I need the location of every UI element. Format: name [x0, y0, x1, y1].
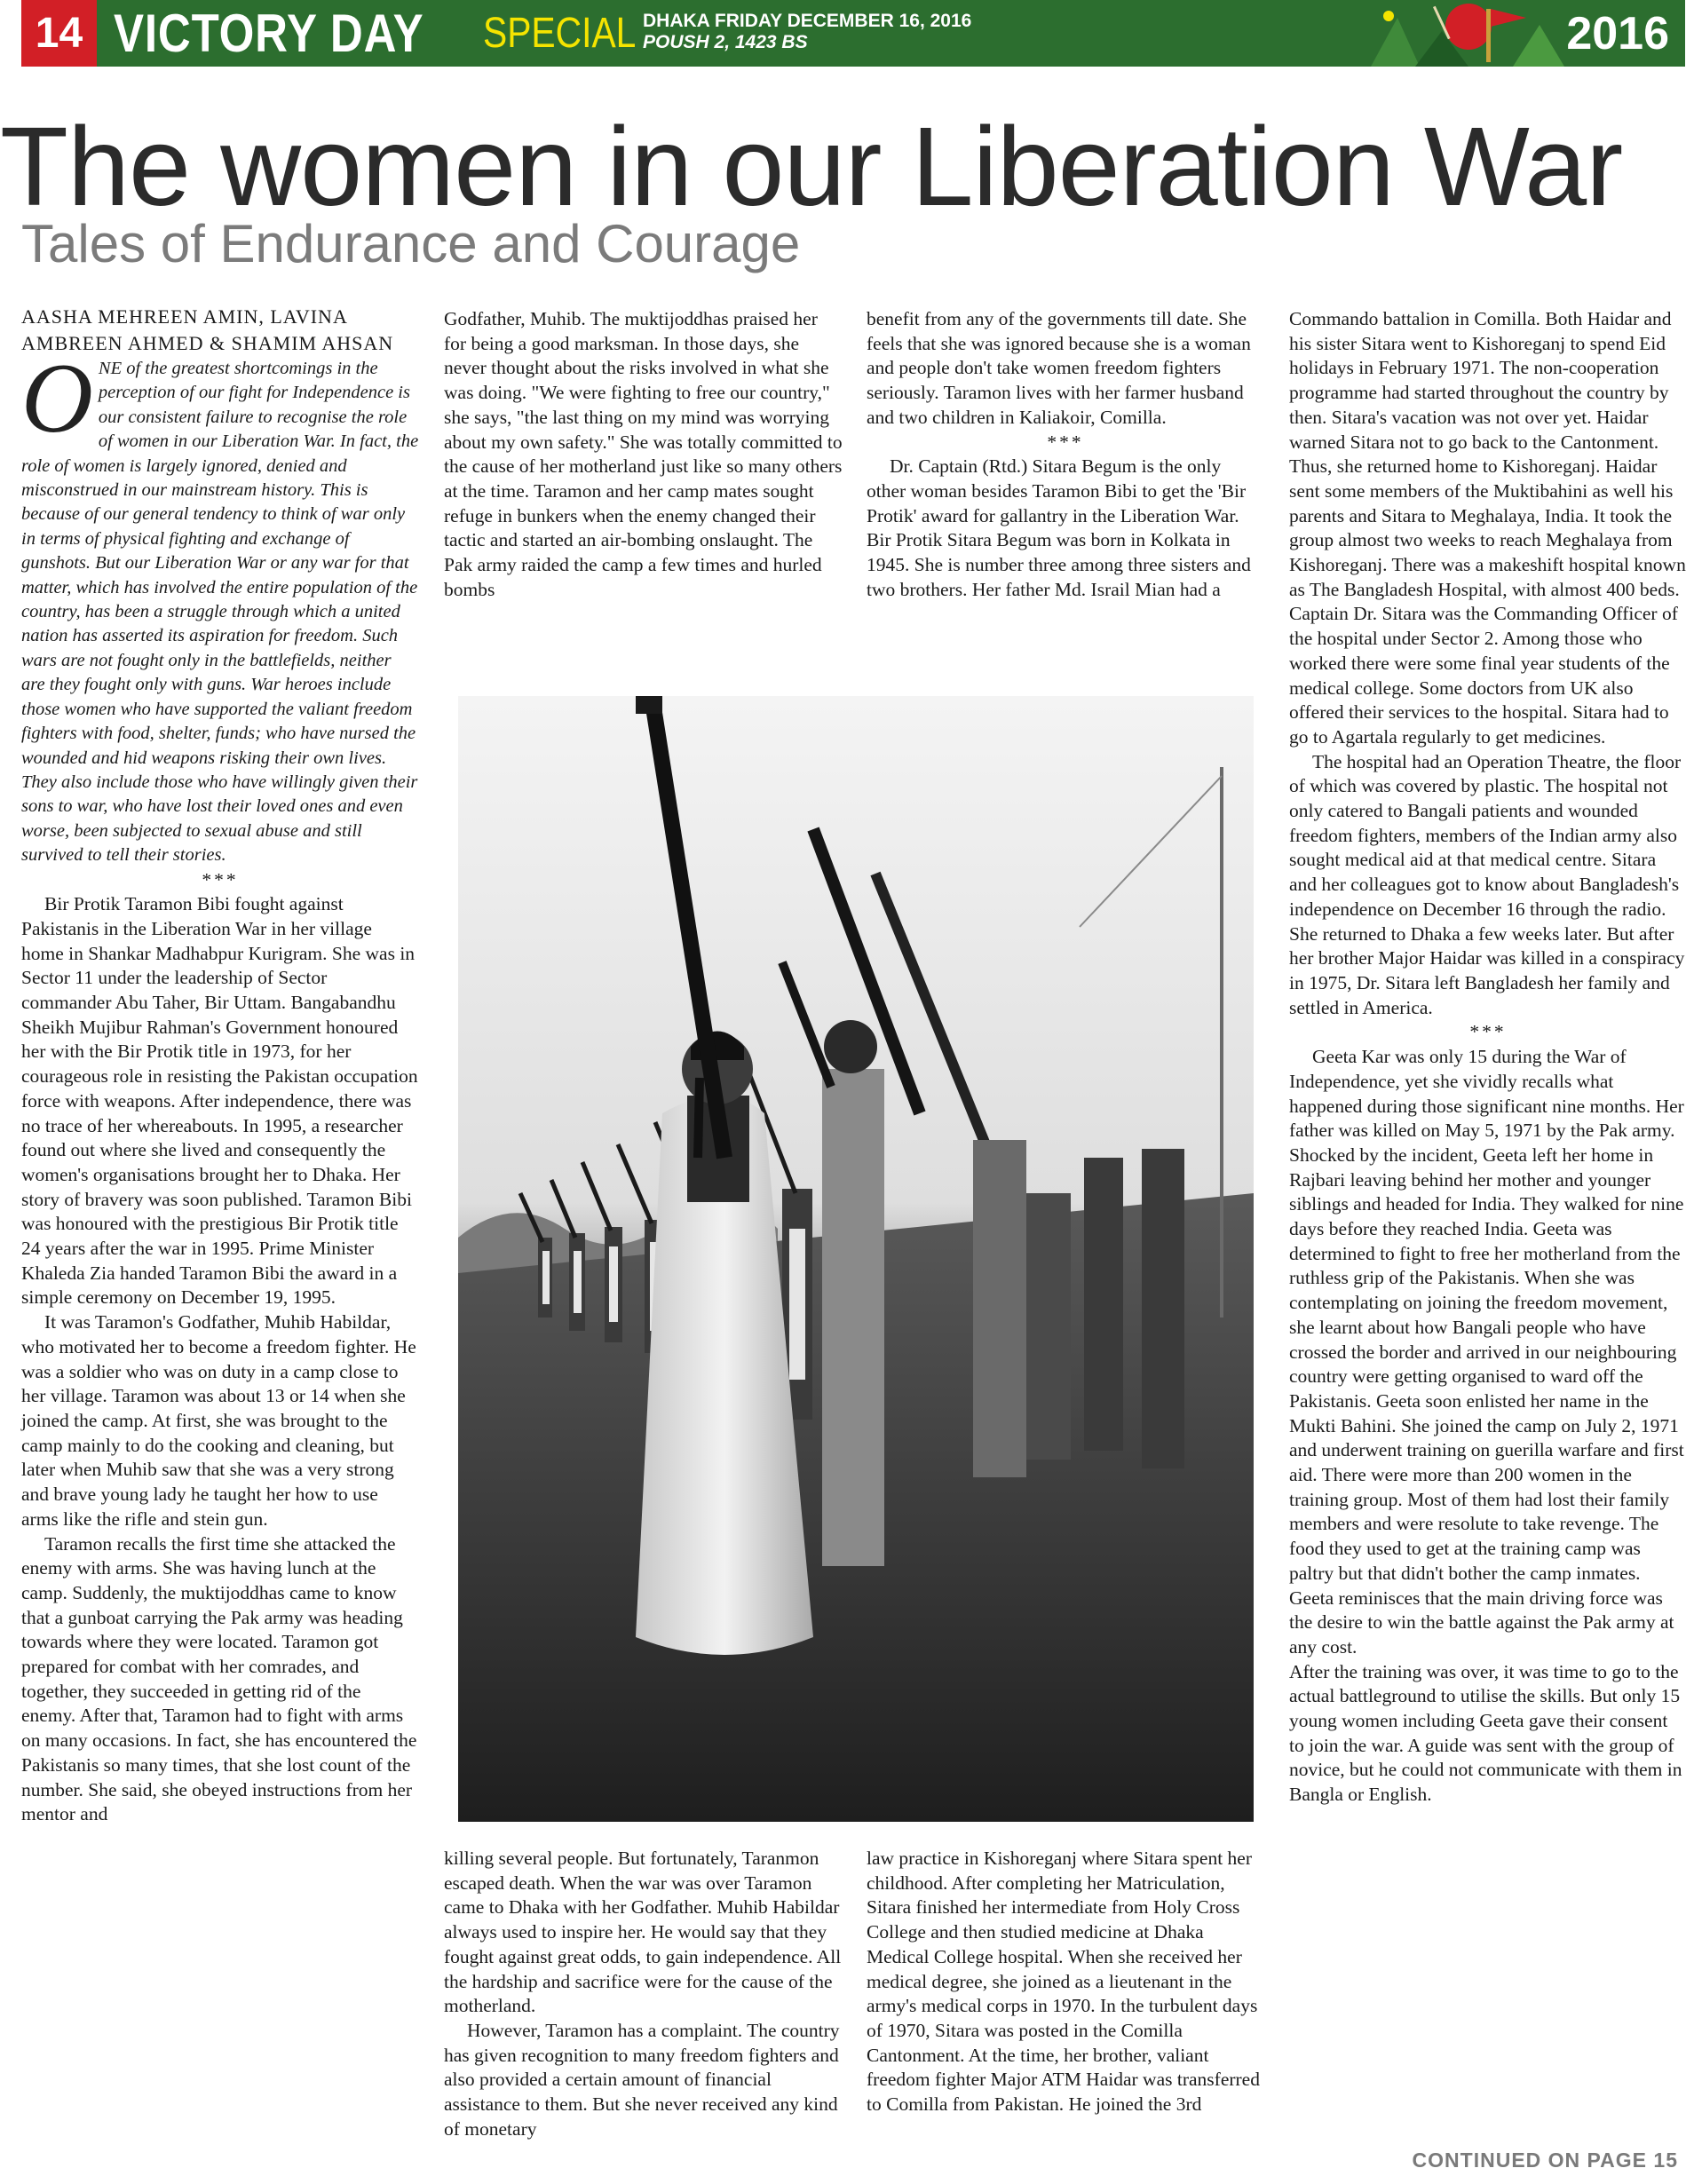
continued-on-page-link[interactable]: CONTINUED ON PAGE 15 [1412, 2148, 1678, 2172]
intro-paragraph [21, 344, 419, 868]
dateline [643, 11, 971, 53]
section-separator: *** [1469, 1021, 1507, 1043]
section-title: VICTORY DAY [114, 4, 424, 63]
paragraph: The hospital had an Operation Theatre, the floor of which was covered by plastic. The hospital not only catered to Bangali patients and wounded freedom fighters, members of the Indian army also sought medical aid at that medical centre. Sitara and her colleagues got to know about Bangladesh's independence on December 16 through the radio. She returned to Dhaka a few weeks later. But after her brother Major Haidar was killed in a conspiracy in 1975, Dr. Sitara left Bangladesh her family and settled in America. [1289, 750, 1685, 1018]
section-special-label: SPECIAL [483, 10, 637, 57]
section-separator: *** [1047, 431, 1084, 453]
page-number: 14 [21, 0, 97, 67]
paragraph: It was Taramon's Godfather, Muhib Habildar, who motivated her to become a freedom fighter. He was a soldier who was on duty in a camp close to her village. Taramon was about 13 or 14 when she joined the camp. At first, she was brought to the camp mainly to do the cooking and cleaning, but later when Muhib saw that she was a very strong and brave young lady he taught her how to use arms like the rifle and stein gun. [21, 1311, 416, 1530]
paragraph: benefit from any of the governments till date. She feels that she was ignored because she is a woman and people don't take women freedom fighters seriously. Taramon lives with her farmer husband and two children in Kaliakoir, Comilla. [867, 308, 1251, 428]
paragraph: Godfather, Muhib. The muktijoddhas praised her for being a good marksman. In those days, she never thought about the risks involved in what she was doing. "We were fighting to free our country," she says, "the last thing on my mind was worrying about my own safety." She was totally committed to the cause of her motherland just like so many others at the time. Taramon and her camp mates sought refuge in bunkers when the enemy changed their tactic and started an air-bombing onslaught. The Pak army raided the camp a few times and hurled bombs [444, 308, 843, 600]
masthead-banner [21, 0, 1685, 67]
intro-text: NE of the greatest shortcomings in the perception of our fight for Independence is our consistent failure to recognise the role of women in our Liberation War. In fact, the role of women is largely ignored, denied and misconstrued in our mainstream history. This is because of our general tendency to think of war only in terms of physical fighting and exchange of gunshots. But our Liberation War or any war for that matter, which has involved the entire population of the country, has been a struggle through which a united nation has asserted its aspiration for freedom. Such wars are not fought only in the battlefields, neither are they fought only with guns. War heroes include those women who have supported the valiant freedom fighters with food, shelter, funds; who have nursed the wounded and hid weapons risking their own lives. They also include those who have willingly given their sons to war, who have lost their loved ones and even worse, been subjected to sexual abuse and still survived to tell their stories. [21, 359, 419, 866]
drop-cap: O [21, 344, 93, 454]
column-4 [1289, 307, 1687, 1808]
paragraph: However, Taramon has a complaint. The country has given recognition to many freedom fighters and also provided a certain amount of financial assistance to them. But she never received any kind of monetary [444, 2019, 840, 2140]
column-1 [21, 304, 419, 1827]
paragraph: killing several people. But fortunately, Taranmon escaped death. When the war was over Taramon came to Dhaka with her Godfather. Muhib Habildar always used to inspire her. He would say that they fought against great odds, to gain independence. All the hardship and sacrifice were for the cause of the motherland. [444, 1848, 842, 2017]
column-3-bottom [867, 1847, 1264, 2117]
paragraph: Geeta Kar was only 15 during the War of Independence, yet she vividly recalls what happened during those significant nine months. Her father was killed on May 5, 1971 by the Pak army. Shocked by the incident, Geeta left her home in Rajbari leaving behind her mother and younger siblings and headed for India. They walked for nine days before they reached India. Geeta was determined to fight to free her motherland from the ruthless grip of the Pakistanis. When she was contemplating on joining the freedom movement, she learnt about how Bangali people who have crossed the border and arrived in our neighbouring country were getting organised to ward off the Pakistanis. Geeta soon enlisted her name in the Mukti Bahini. She joined the camp on July 2, 1971 and underwent training on guerilla warfare and first aid. There were more than 200 women in the training group. Most of them had lost their family members and were resolute to take revenge. The food they used to get at the training camp was paltry but that didn't bother the camp inmates. Geeta reminisces that the main driving force was the desire to win the battle against the Pak army at any cost. [1289, 1046, 1684, 1658]
byline: AASHA MEHREEN AMIN, LAVINA AMBREEN AHMED & SHAMIM AHSAN [21, 305, 394, 354]
paragraph: Bir Protik Taramon Bibi fought against Pakistanis in the Liberation War in her village home in Shankar Madhabpur Kurigram. She was in Sector 11 under the leadership of Sector commander Abu Taher, Bir Uttam. Bangabandhu Sheikh Mujibur Rahman's Government honoured her with the Bir Protik title in 1973, for her courageous role in resisting the Pakistan occupation force with weapons. After independence, there was no trace of her whereabouts. In 1995, a researcher found out where she lived and consequently the women's organisations brought her to Dhaka. Her story of bravery was soon published. Taramon Bibi was honoured with the prestigious Bir Protik title 24 years after the war in 1995. Prime Minister Khaleda Zia handed Taramon Bibi the award in a simple ceremony on December 19, 1995. [21, 893, 418, 1309]
section-separator: *** [202, 868, 239, 890]
issue-date-bengali: POUSH 2, 1423 BS [643, 32, 808, 52]
issue-year: 2016 [1566, 7, 1669, 59]
paragraph: Commando battalion in Comilla. Both Haidar and his sister Sitara went to Kishoreganj to spend Eid holidays in February 1971. The non-cooperation programme had started throughout the country by then. Sitara's vacation was not over yet. Haidar warned Sitara not to go back to the Cantonment. Thus, she returned home to Kishoreganj. Haidar sent some members of the Muktibahini as well his parents and Sitara to Meghalaya, India. It took the group almost two weeks to reach Meghalaya from Kishoreganj. There was a makeshift hospital known as The Bangladesh Hospital, with almost 400 beds. Captain Dr. Sitara was the Commanding Officer of the hospital under Sector 2. Among those who worked there were some final year students of the medical college. Some doctors from UK also offered their services to the hospital. Sitara had to go to Agartala regularly to get medicines. [1289, 308, 1686, 748]
women-fighters-photo [458, 696, 1254, 1822]
paragraph: Taramon recalls the first time she attacked the enemy with arms. She was having lunch at the camp. Suddenly, the muktijoddhas came to know that a gunboat carrying the Pak army was heading towards where they were located. Taramon got prepared for combat with her comrades, and together, they succeeded in getting rid of the enemy. After that, Taramon had to fight with arms on many occasions. In fact, she has encountered the Pakistanis so many times, that she lost count of the number. She said, she obeyed instructions from her mentor and [21, 1532, 417, 1825]
issue-date: DHAKA FRIDAY DECEMBER 16, 2016 [643, 11, 972, 31]
column-3-top [867, 307, 1264, 602]
paragraph: After the training was over, it was time to go to the actual battleground to utilise the skills. But only 15 young women including Geeta gave their consent to join the war. A guide was sent with the group of novice, but he could not communicate with them in Bangla or English. [1289, 1660, 1682, 1806]
article-headline: The women in our Liberation War [0, 104, 1623, 229]
article-subhead: Tales of Endurance and Courage [21, 214, 801, 273]
paragraph: law practice in Kishoreganj where Sitara spent her childhood. After completing her Matriculation, Sitara finished her intermediate from Holy Cross College and then studied medicine at Dhaka Medical College hospital. When she received her medical degree, she joined as a lieutenant in the army's medical corps in 1970. In the turbulent days of 1970, Sitara was posted in the Comilla Cantonment. At the time, her brother, valiant freedom fighter Major ATM Haidar was transferred to Comilla from Pakistan. He joined the 3rd [867, 1848, 1260, 2116]
paragraph: Dr. Captain (Rtd.) Sitara Begum is the only other woman besides Taramon Bibi to get the 'Bir Protik' award for gallantry in the Liberation War. Bir Protik Sitara Begum was born in Kolkata in 1945. She is number three among three sisters and two brothers. Her father Md. Israil Mian had a [867, 455, 1251, 600]
column-2-top [444, 307, 843, 602]
masthead-illustration-icon [1335, 0, 1575, 67]
column-2-bottom [444, 1847, 843, 2141]
